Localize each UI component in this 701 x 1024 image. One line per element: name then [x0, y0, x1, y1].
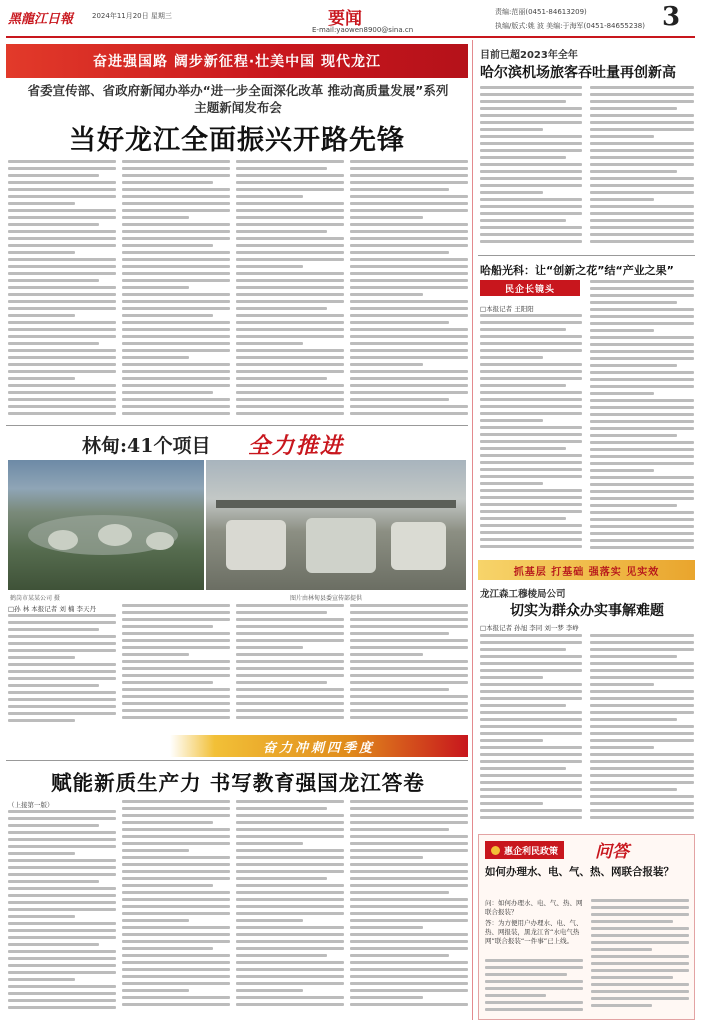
longjiang-kicker: 龙江森工穆棱局公司 — [480, 589, 566, 600]
lead-body-col3 — [236, 160, 344, 422]
linkou-photo-caption-left: 鹤岗市某某公司 摄 — [10, 595, 60, 602]
qa-tag-text: 惠企利民政策 — [504, 846, 559, 857]
linkou-headline-prefix: 林甸:41个项目 — [82, 435, 211, 457]
linkou-body-col4 — [350, 604, 468, 732]
grab-banner — [478, 560, 695, 580]
longjiang-headline: 切实为群众办实事解难题 — [510, 603, 664, 619]
linkou-headline-emphasis: 全力推进 — [248, 434, 345, 459]
linkou-body-col2 — [122, 604, 230, 732]
qa-body-col1 — [485, 959, 583, 1017]
ship-headline: 哈船光科：让“创新之花”结“产业之果” — [480, 264, 674, 277]
grab-banner-text: 抓基层 打基础 强落实 见实效 — [513, 566, 660, 578]
lead-bottom-rule — [6, 425, 468, 426]
linkou-photo-left — [8, 460, 204, 590]
airport-body-col2 — [590, 86, 694, 250]
ship-body-col1 — [480, 314, 582, 556]
linkou-byline: □孙 林 本报记者 刘 楠 李天丹 — [8, 605, 96, 613]
lead-kicker: 省委宣传部、省政府新闻办举办“进一步全面深化改革 推动高质量发展”系列主题新闻发布会 — [27, 83, 449, 115]
linkou-bottom-rule — [6, 760, 468, 761]
qa-body-col2 — [591, 899, 689, 1017]
issue-date: 2024年11月20日 星期三 — [92, 12, 172, 20]
linkou-slogan-banner — [170, 735, 468, 757]
lead-body-col4 — [350, 160, 468, 422]
qa-box — [478, 834, 695, 1020]
paper-name: 黑龍江日報 — [8, 12, 74, 27]
longjiang-byline: □本报记者 孙旭 李同 刘一梦 李峥 — [480, 624, 579, 632]
qa-answer: 答：为方便用户办理水、电、气、热、网报装，黑龙江省“水电气热网”联合报装“一件事”已上线。 — [485, 919, 583, 945]
lead-body-col1 — [8, 160, 116, 422]
qa-tag-emphasis: 问答 — [595, 842, 629, 862]
ship-column-tag — [480, 280, 580, 296]
bottom-left-byline: （上接第一版） — [8, 801, 54, 809]
airport-headline: 哈尔滨机场旅客吞吐量再创新高 — [480, 65, 676, 81]
ship-byline: □本报记者 王阳阳 — [480, 305, 534, 313]
bottom-left-body-col1 — [8, 810, 116, 1018]
qa-question: 问：如何办理水、电、气、热、网联合报装？ — [485, 899, 583, 916]
ship-body-col2 — [590, 280, 694, 556]
linkou-photo-caption-right: 图片由林甸县委宣传部提供 — [290, 595, 363, 602]
lead-headline: 当好龙江全面振兴开路先锋 — [69, 125, 405, 156]
bottom-left-body-col4 — [350, 800, 468, 1018]
editor-credit-1: 责编:范丽(0451-84613209) — [495, 8, 587, 16]
linkou-body-col1 — [8, 614, 116, 732]
main-column-divider — [472, 40, 473, 1020]
page-number: 3 — [662, 2, 681, 32]
top-banner — [6, 44, 468, 78]
bottom-left-body-col2 — [122, 800, 230, 1018]
linkou-body-col3 — [236, 604, 344, 732]
longjiang-body-col1 — [480, 634, 582, 830]
editor-credit-2: 执编/版式:姚 波 美编:于海军(0451-84655238) — [495, 22, 645, 30]
linkou-photo-right — [206, 460, 466, 590]
lead-body-col2 — [122, 160, 230, 422]
bottom-left-body-col3 — [236, 800, 344, 1018]
masthead-rule — [6, 36, 695, 38]
longjiang-body-col2 — [590, 634, 694, 830]
section-email: E-mail:yaowen8900@sina.cn — [312, 26, 414, 34]
qa-headline: 如何办理水、电、气、热、网联合报装？ — [485, 866, 674, 878]
ship-column-tag-text: 民企长镜头 — [504, 284, 555, 295]
airport-body-col1 — [480, 86, 582, 250]
qa-tag — [485, 841, 564, 859]
top-banner-text: 奋进强国路 阔步新征程·壮美中国 现代龙江 — [92, 54, 382, 70]
airport-kicker: 目前已超2023年全年 — [480, 50, 578, 61]
section-title: 要闻 — [328, 9, 362, 29]
linkou-slogan-text: 奋力冲刺四季度 — [262, 740, 375, 756]
bottom-left-headline: 赋能新质生产力 书写教育强国龙江答卷 — [51, 771, 425, 795]
airport-bottom-rule — [478, 255, 695, 256]
qa-tag-icon — [491, 846, 500, 855]
